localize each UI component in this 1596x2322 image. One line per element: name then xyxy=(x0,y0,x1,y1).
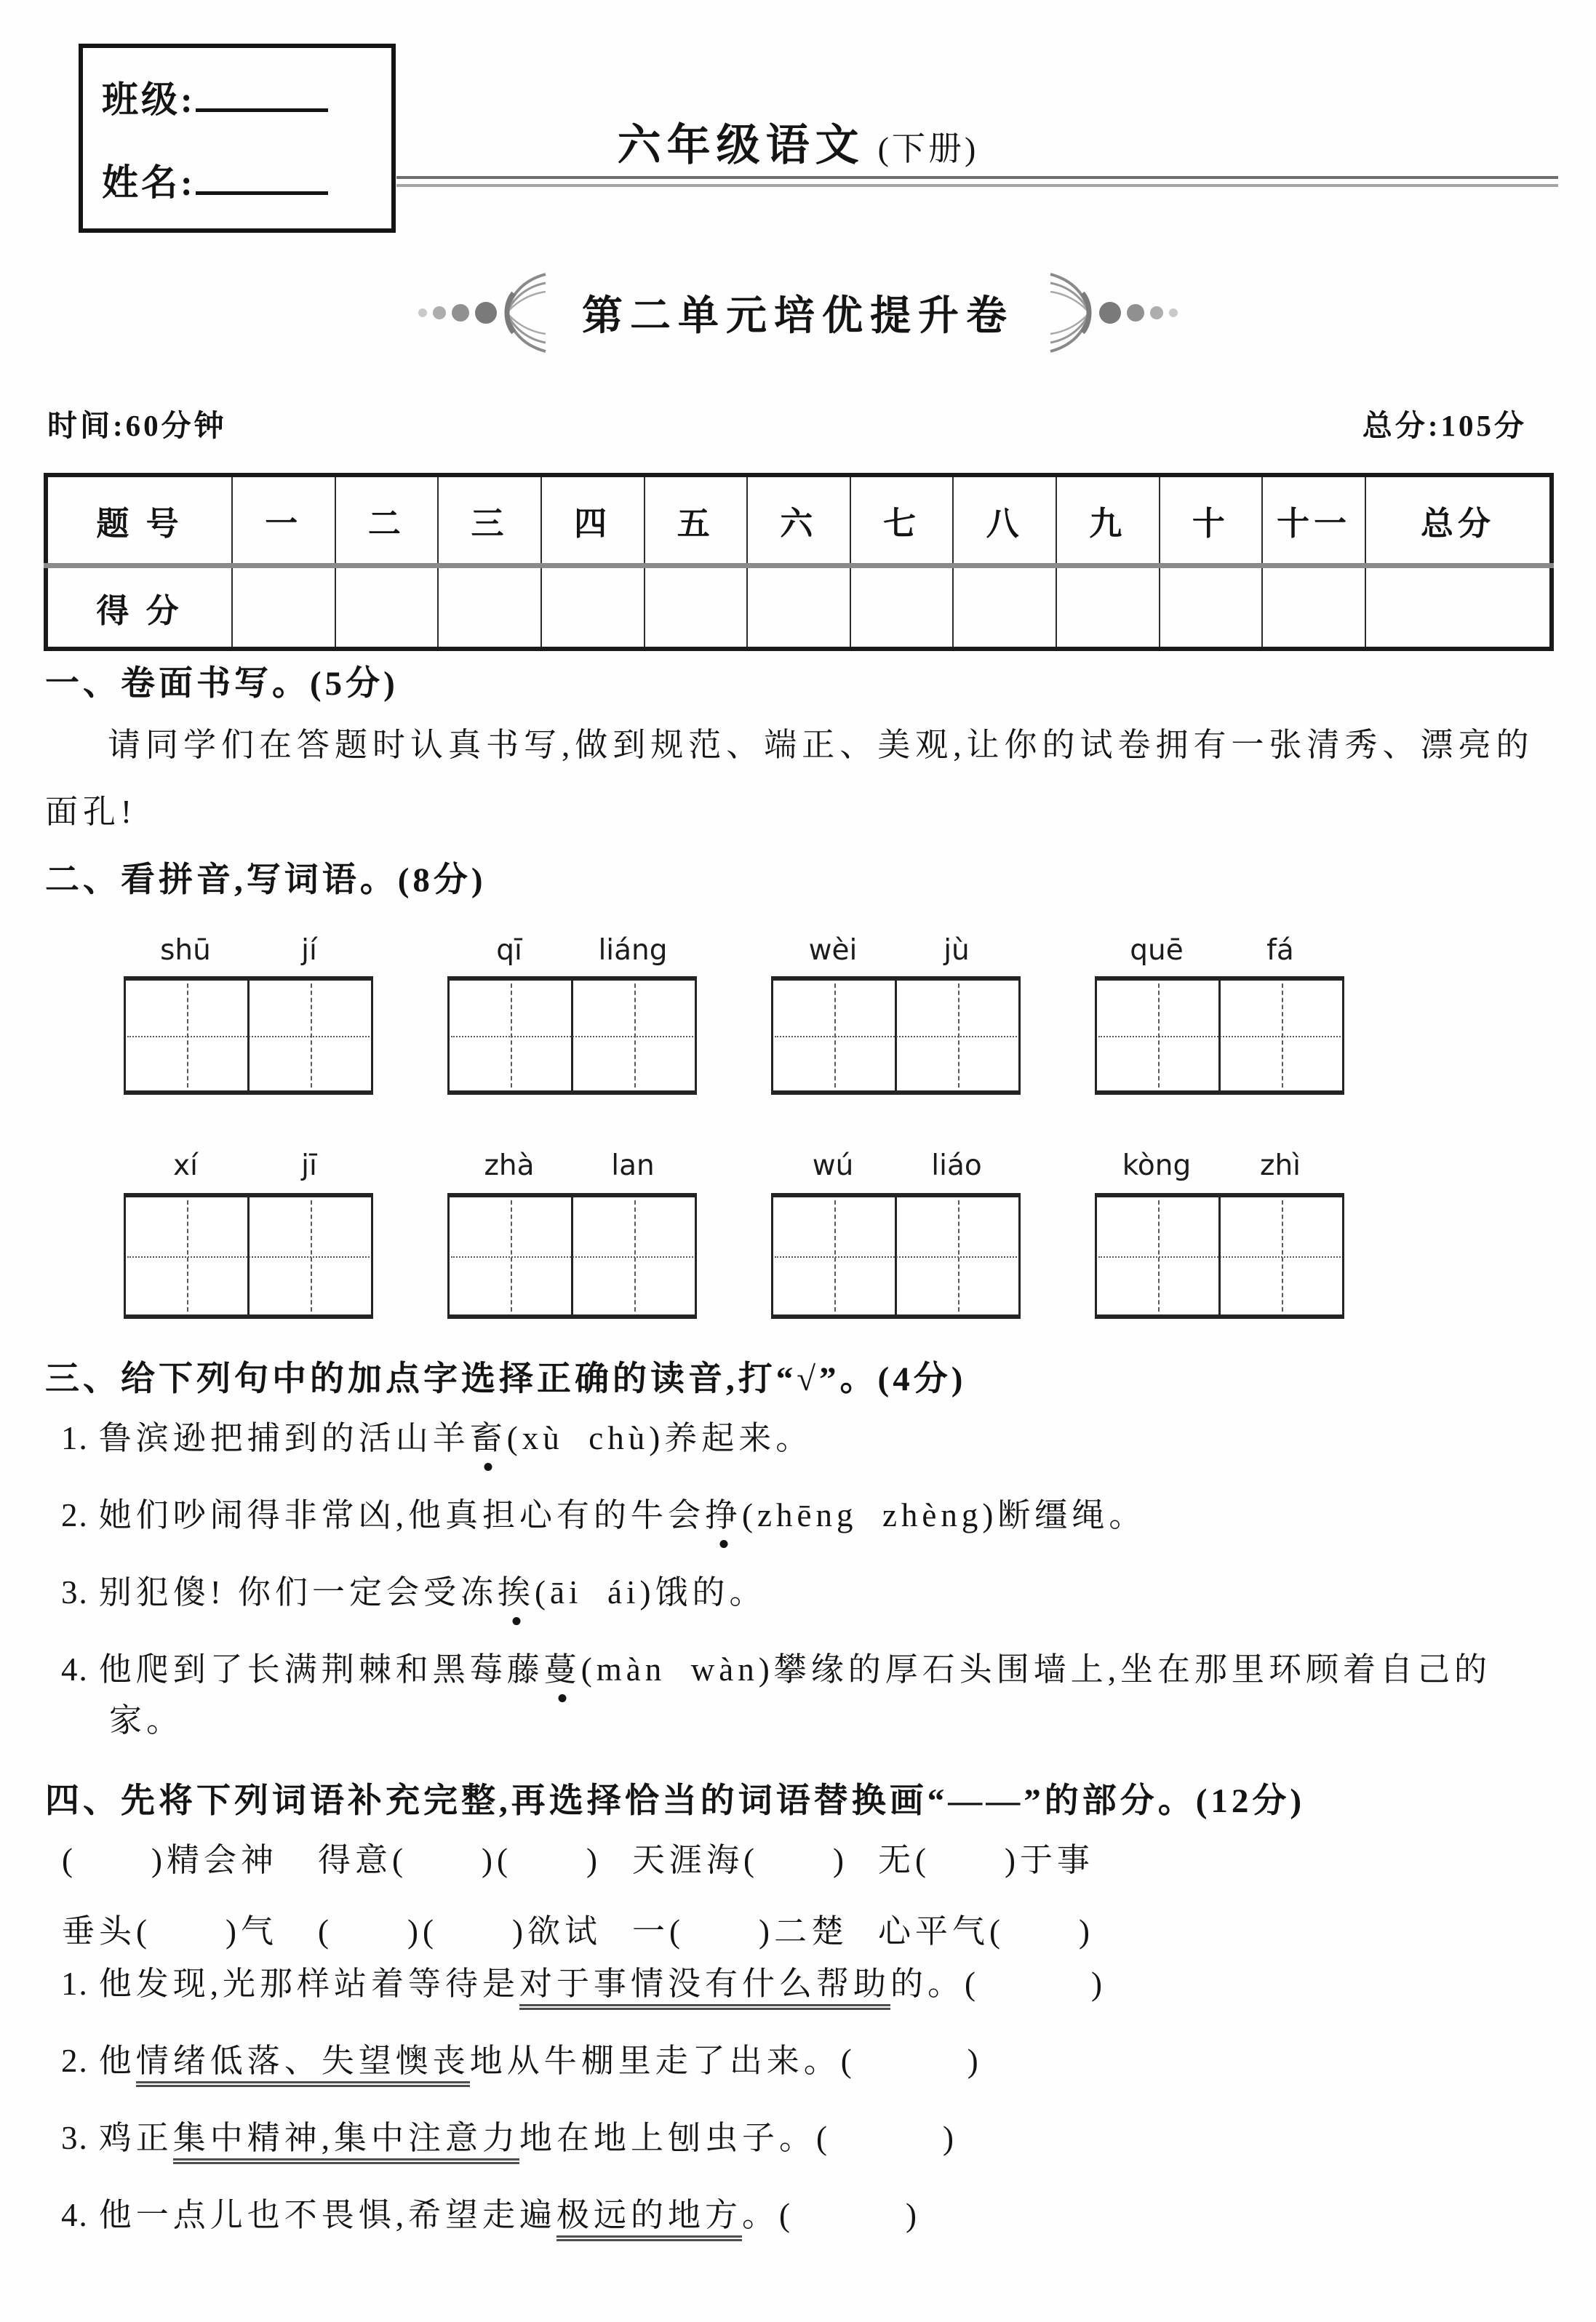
col-header: 四 xyxy=(541,475,645,566)
col-header: 五 xyxy=(645,475,748,566)
total-score: 总分:105分 xyxy=(1362,409,1527,442)
pinyin-syllable: jù xyxy=(943,934,970,967)
left-dots-wing-icon xyxy=(414,268,548,357)
pinyin-syllable: xí xyxy=(173,1149,198,1182)
pinyin-word xyxy=(1095,934,1342,967)
score-cell xyxy=(953,566,1056,650)
question-item xyxy=(45,2190,1558,2241)
emphasized-char: 畜 xyxy=(469,1420,507,1456)
pinyin-syllable: wèi xyxy=(808,934,858,967)
section3-heading: 三、给下列句中的加点字选择正确的读音,打“√”。(4分) xyxy=(45,1360,967,1398)
book-subtitle: (下册) xyxy=(877,130,979,167)
row-header: 题 号 xyxy=(46,475,232,566)
item-number: 4. xyxy=(61,2197,89,2233)
question-item xyxy=(45,2035,1558,2086)
section1-heading: 一、卷面书写。(5分) xyxy=(45,665,399,703)
book-header xyxy=(0,111,1596,173)
pinyin-syllable: lan xyxy=(611,1149,655,1182)
col-header: 一 xyxy=(232,475,335,566)
section3-items xyxy=(45,1413,1558,1772)
col-header: 二 xyxy=(335,475,439,566)
pinyin-word xyxy=(124,1149,371,1182)
writing-box-pair xyxy=(447,1193,697,1319)
writing-cell xyxy=(895,981,1018,1090)
pinyin-word xyxy=(447,1149,695,1182)
name-label: 姓名: xyxy=(102,162,196,203)
writing-cell xyxy=(773,981,895,1090)
writing-cell xyxy=(571,981,695,1090)
writing-cell xyxy=(1097,981,1218,1090)
item-text: 地在地上刨虫子。( ) xyxy=(519,2120,959,2156)
writing-cell xyxy=(126,1197,247,1314)
item-text: 的。( ) xyxy=(890,1966,1107,2002)
question-item xyxy=(45,1644,1558,1746)
score-cell xyxy=(335,566,439,650)
emphasized-char: 蔓 xyxy=(543,1651,581,1688)
score-cell xyxy=(438,566,541,650)
item-number: 4. xyxy=(61,1651,89,1688)
score-cell xyxy=(1365,566,1552,650)
col-header: 十 xyxy=(1160,475,1263,566)
score-table xyxy=(44,473,1554,651)
pinyin-word xyxy=(771,1149,1018,1182)
section2-heading: 二、看拼音,写词语。(8分) xyxy=(45,861,487,899)
col-header: 六 xyxy=(747,475,850,566)
question-item xyxy=(45,1413,1558,1464)
writing-box-pair xyxy=(1095,976,1344,1095)
score-row xyxy=(46,566,1552,650)
item-text: (zhēng zhèng)断缰绳。 xyxy=(742,1497,1146,1533)
emphasized-char: 挨 xyxy=(498,1574,535,1611)
idiom-blank: 心平气( ) xyxy=(878,1913,1094,1950)
item-number: 3. xyxy=(61,1574,89,1611)
pinyin-syllable: liáng xyxy=(598,934,668,967)
writing-cell xyxy=(126,981,247,1090)
class-label: 班级: xyxy=(102,79,196,120)
writing-box-pair xyxy=(771,976,1021,1095)
unit-title-band xyxy=(0,262,1596,364)
pinyin-syllable: fá xyxy=(1266,934,1294,967)
score-cell xyxy=(232,566,335,650)
col-header: 九 xyxy=(1056,475,1160,566)
score-cell xyxy=(645,566,748,650)
book-title: 六年级语文 xyxy=(617,121,865,169)
item-text: 他 xyxy=(98,2043,136,2079)
item-number: 1. xyxy=(61,1420,89,1456)
meta-row xyxy=(47,402,1527,444)
score-cell xyxy=(1056,566,1160,650)
underlined-phrase: 情绪低落、失望懊丧 xyxy=(136,2043,470,2087)
question-item xyxy=(45,1958,1558,2009)
item-number: 2. xyxy=(61,2043,89,2079)
idiom-blank: 天涯海( ) xyxy=(632,1842,848,1878)
idiom-row-2 xyxy=(62,1904,1546,1952)
unit-title: 第二单元培优提升卷 xyxy=(582,294,1014,339)
pinyin-word xyxy=(1095,1149,1342,1182)
pinyin-word xyxy=(771,934,1018,967)
score-cell xyxy=(747,566,850,650)
pinyin-syllable: jí xyxy=(301,934,317,967)
pinyin-syllable: liáo xyxy=(931,1149,982,1182)
score-cell xyxy=(541,566,645,650)
writing-box-pair xyxy=(447,976,697,1095)
writing-box-pair xyxy=(124,1193,373,1319)
underlined-phrase: 极远的地方 xyxy=(556,2197,742,2241)
idiom-row-1 xyxy=(62,1833,1546,1880)
class-blank xyxy=(196,79,328,112)
writing-cell xyxy=(1218,981,1342,1090)
writing-cell xyxy=(1097,1197,1218,1314)
item-text: 他一点儿也不畏惧,希望走遍 xyxy=(98,2197,557,2233)
score-cell xyxy=(1262,566,1365,650)
writing-cell xyxy=(895,1197,1018,1314)
item-text: 他爬到了长满荆棘和黑莓藤 xyxy=(98,1651,544,1688)
item-text: (xù chù)养起来。 xyxy=(506,1420,813,1456)
row-header: 得 分 xyxy=(46,566,232,650)
item-text: 别犯傻! 你们一定会受冻 xyxy=(98,1574,498,1611)
item-number: 2. xyxy=(61,1497,89,1533)
writing-cell xyxy=(1218,1197,1342,1314)
writing-cell xyxy=(450,1197,571,1314)
writing-cell xyxy=(450,981,571,1090)
idiom-blank: ( )精会神 xyxy=(62,1842,278,1878)
writing-box-pair xyxy=(1095,1193,1344,1319)
question-item xyxy=(45,1490,1558,1541)
pinyin-word xyxy=(447,934,695,967)
idiom-blank: 无( )于事 xyxy=(878,1842,1094,1878)
writing-cell xyxy=(571,1197,695,1314)
pinyin-syllable: zhà xyxy=(484,1149,535,1182)
writing-cell xyxy=(247,981,371,1090)
underlined-phrase: 集中精神,集中注意力 xyxy=(173,2120,519,2164)
item-text: 地从牛棚里走了出来。( ) xyxy=(469,2043,983,2079)
pinyin-syllable: jī xyxy=(301,1149,317,1182)
section4-items xyxy=(45,1958,1558,2267)
item-text: 他发现,光那样站着等待是 xyxy=(98,1966,520,2002)
item-text: 鲁滨逊把捕到的活山羊 xyxy=(98,1420,470,1456)
item-number: 1. xyxy=(61,1966,89,2002)
col-header: 三 xyxy=(438,475,541,566)
writing-box-pair xyxy=(124,976,373,1095)
score-cell xyxy=(850,566,954,650)
pinyin-syllable: shū xyxy=(160,934,211,967)
underlined-phrase: 对于事情没有什么帮助 xyxy=(519,1966,890,2010)
item-text: 她们吵闹得非常凶,他真担心有的牛会 xyxy=(98,1497,706,1533)
item-text: 。( ) xyxy=(742,2197,922,2233)
pinyin-syllable: qī xyxy=(496,934,522,967)
idiom-blank: 得意( )( ) xyxy=(318,1842,602,1878)
item-text: (màn wàn)攀缘的厚石头围墙上,坐在那里环顾着自己的家。 xyxy=(109,1651,1491,1739)
col-header: 八 xyxy=(953,475,1056,566)
right-dots-wing-icon xyxy=(1048,268,1182,357)
item-text: 鸡正 xyxy=(98,2120,173,2156)
time-limit: 时间:60分钟 xyxy=(47,409,227,442)
emphasized-char: 挣 xyxy=(705,1497,743,1533)
section1-paragraph: 请同学们在答题时认真书写,做到规范、端正、美观,让你的试卷拥有一张清秀、漂亮的面孔! xyxy=(45,727,1534,830)
item-number: 3. xyxy=(61,2120,89,2156)
col-header: 七 xyxy=(850,475,954,566)
pinyin-syllable: kòng xyxy=(1122,1149,1192,1182)
question-number-row xyxy=(46,475,1552,566)
pinyin-syllable: quē xyxy=(1130,934,1184,967)
pinyin-word xyxy=(124,934,371,967)
idiom-blank: 垂头( )气 xyxy=(62,1913,278,1950)
pinyin-syllable: zhì xyxy=(1259,1149,1301,1182)
writing-cell xyxy=(773,1197,895,1314)
col-header: 十一 xyxy=(1262,475,1365,566)
col-header: 总分 xyxy=(1365,475,1552,566)
pinyin-syllable: wú xyxy=(812,1149,854,1182)
question-item xyxy=(45,2112,1558,2163)
writing-cell xyxy=(247,1197,371,1314)
writing-box-pair xyxy=(771,1193,1021,1319)
section4-heading: 四、先将下列词语补充完整,再选择恰当的词语替换画“——”的部分。(12分) xyxy=(45,1782,1306,1820)
idiom-blank: 一( )二楚 xyxy=(632,1913,848,1950)
header-double-rule xyxy=(396,176,1558,187)
idiom-blank: ( )( )欲试 xyxy=(318,1913,602,1950)
score-cell xyxy=(1160,566,1263,650)
item-text: (āi ái)饿的。 xyxy=(535,1574,767,1611)
question-item xyxy=(45,1567,1558,1618)
